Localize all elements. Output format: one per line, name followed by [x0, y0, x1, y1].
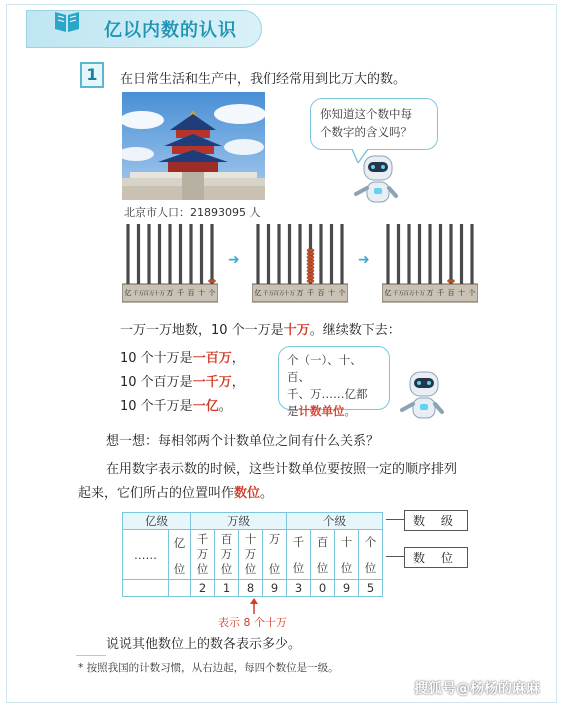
- digit-empty: [169, 580, 191, 597]
- place-char: 位: [220, 562, 233, 576]
- abacus-place-label: 十万: [153, 291, 166, 297]
- abacus-place-label: 万: [166, 289, 174, 297]
- open-book-icon: [52, 6, 82, 36]
- abacus-rod: [210, 224, 213, 284]
- abacus-place-label: 亿: [124, 289, 132, 297]
- paragraph-highlight: 数位: [234, 486, 261, 501]
- abacus-rod: [267, 224, 270, 284]
- abacus-rod: [439, 224, 442, 284]
- abacus-rod: [137, 224, 140, 284]
- digit-cell: 1: [215, 580, 239, 597]
- unit-line-2: [120, 371, 245, 390]
- paragraph-line: [78, 482, 273, 501]
- abacus-place-label: 千万: [262, 291, 275, 297]
- abacus-bead: [307, 255, 314, 259]
- abacus-bead: [307, 269, 314, 273]
- abacus-rod: [256, 224, 259, 284]
- count-line-text: 一万一万地数，10 个一万是: [120, 323, 284, 338]
- paragraph-line: 在用数字表示数的时候，这些计数单位要按照一定的顺序排列: [106, 462, 458, 477]
- digit-cell: 9: [263, 580, 287, 597]
- abacus-rod: [460, 224, 463, 284]
- unit-line-1: [120, 347, 245, 366]
- abacus-place-label: 千: [307, 289, 314, 297]
- unit-line-highlight: 一千万: [192, 375, 232, 390]
- abacus-place-label: 亿: [254, 289, 262, 297]
- abacus-rod: [340, 224, 343, 284]
- abacus-place-label: 百: [187, 289, 195, 297]
- place-char: 位: [316, 560, 329, 575]
- abacus-bead: [307, 252, 314, 256]
- place-wan: [263, 530, 287, 580]
- unit-line-3: [120, 395, 232, 414]
- place-char: 位: [340, 560, 353, 575]
- footnote: * 按照我国的计数习惯，从右边起，每四个数位是一级。: [78, 662, 339, 674]
- abacus-place-label: 百万: [273, 291, 285, 297]
- digit-cell: 0: [311, 580, 335, 597]
- speech-bubble: [310, 98, 438, 150]
- bubble-punct: 。: [344, 404, 356, 418]
- abacus-place-label: 个: [468, 289, 476, 297]
- level-tag: 数 级: [404, 510, 468, 531]
- bubble-line: 千、万……亿都: [287, 387, 368, 401]
- place-char: 万: [196, 547, 209, 561]
- place-bai: [311, 530, 335, 580]
- digit-annotation: 表示 8 个十万: [218, 616, 287, 629]
- closing-prompt: 说说其他数位上的数各表示多少。: [106, 637, 302, 652]
- level-wan: 万级: [191, 513, 287, 530]
- abacus-place-label: 十: [198, 289, 205, 297]
- abacus-bead: [307, 276, 314, 280]
- bubble-line: [287, 403, 381, 420]
- watermark: 搜狐号@杨杨的麻麻: [414, 681, 540, 697]
- abacus-place-label: 十: [328, 289, 335, 297]
- bubble-line: 个数字的含义吗？: [320, 125, 412, 139]
- abacus-rod: [277, 224, 280, 284]
- abacus-rod: [126, 224, 129, 284]
- abacus-rod: [418, 224, 421, 284]
- abacus-rod: [200, 224, 203, 284]
- unit-line-punct: ，: [231, 375, 245, 390]
- abacus-bead: [307, 259, 314, 263]
- level-row: [123, 513, 383, 530]
- abacus-place-label: 十: [458, 289, 465, 297]
- abacus-frame-3: [382, 224, 478, 306]
- place-char: 千: [196, 532, 209, 546]
- abacus-place-label: 万: [296, 289, 304, 297]
- abacus-rod: [449, 224, 452, 284]
- abacus-rod: [168, 224, 171, 284]
- abacus-place-label: 百: [317, 289, 325, 297]
- abacus-rod: [147, 224, 150, 284]
- unit-line-text: 10 个十万是: [120, 351, 193, 366]
- think-prompt: 想一想：每相邻两个计数单位之间有什么关系？: [106, 434, 380, 449]
- abacus-bead: [307, 266, 314, 270]
- abacus-rod: [397, 224, 400, 284]
- abacus-rod: [158, 224, 161, 284]
- arrow-right-icon: ➜: [358, 252, 370, 268]
- place-char: 位: [268, 562, 281, 576]
- place-connector: [386, 556, 404, 557]
- unit-line-punct: ，: [231, 351, 245, 366]
- digit-row: [123, 580, 383, 597]
- abacus-place-label: 亿: [384, 289, 392, 297]
- abacus-place-label: 十万: [413, 291, 426, 297]
- bubble-line: 你知道这个数中每: [320, 107, 412, 121]
- section-title: 亿以内数的认识: [104, 20, 237, 41]
- abacus-place-label: 百万: [143, 291, 155, 297]
- abacus-bead: [307, 262, 314, 266]
- abacus-rod: [179, 224, 182, 284]
- abacus-rod: [288, 224, 291, 284]
- digit-empty: [123, 580, 169, 597]
- abacus-frame-1: [122, 224, 218, 306]
- place-char: 位: [173, 562, 186, 576]
- place-char: 千: [292, 534, 305, 549]
- place-char: 位: [364, 560, 377, 575]
- place-char: 万: [268, 532, 281, 546]
- abacus-rod: [428, 224, 431, 284]
- place-char: 位: [292, 560, 305, 575]
- abacus-rod: [319, 224, 322, 284]
- place-qianwan: [191, 530, 215, 580]
- digit-cell: 3: [287, 580, 311, 597]
- unit-line-highlight: 一亿: [192, 399, 219, 414]
- place-value-table: [122, 512, 383, 597]
- photo-caption: 北京市人口：21893095 人: [124, 206, 261, 219]
- bubble-text: 是: [287, 404, 299, 418]
- place-ge: [359, 530, 383, 580]
- count-line: [120, 319, 401, 338]
- digit-cell: 9: [335, 580, 359, 597]
- abacus-place-label: 百万: [403, 291, 415, 297]
- unit-line-highlight: 一百万: [192, 351, 232, 366]
- paragraph-punct: 。: [260, 486, 274, 501]
- place-qian: [287, 530, 311, 580]
- digit-cell: 2: [191, 580, 215, 597]
- abacus-bead: [307, 249, 314, 253]
- intro-text: 在日常生活和生产中，我们经常用到比万大的数。: [120, 72, 407, 87]
- abacus-bead: [307, 279, 314, 283]
- level-connector: [386, 519, 404, 520]
- place-char: 百: [316, 534, 329, 549]
- speech-bubble-units: [278, 346, 390, 418]
- place-char: 位: [196, 562, 209, 576]
- place-baiwan: [215, 530, 239, 580]
- unit-line-text: 10 个千万是: [120, 399, 193, 414]
- count-line-text-end: 。继续数下去：: [309, 323, 401, 338]
- unit-line-text: 10 个百万是: [120, 375, 193, 390]
- place-ellipsis: ……: [123, 530, 169, 580]
- temple-photo: [122, 92, 265, 200]
- abacus-place-label: 千万: [392, 291, 405, 297]
- abacus-rod: [386, 224, 389, 284]
- abacus-bead: [447, 279, 454, 283]
- place-char: 十: [340, 534, 353, 549]
- abacus-rod: [330, 224, 333, 284]
- abacus-bead: [208, 279, 215, 283]
- digit-cell: 5: [359, 580, 383, 597]
- place-char: 万: [244, 547, 257, 561]
- unit-line-punct: 。: [218, 399, 232, 414]
- abacus-place-label: 个: [338, 289, 346, 297]
- bubble-line: 个（一）、十、百、: [287, 353, 362, 384]
- abacus-bead: [307, 272, 314, 276]
- place-char: 位: [244, 562, 257, 576]
- level-yi: 亿级: [123, 513, 191, 530]
- arrow-right-icon: ➜: [228, 252, 240, 268]
- place-shi: [335, 530, 359, 580]
- abacus-rod: [189, 224, 192, 284]
- place-yi: [169, 530, 191, 580]
- arrow-up-icon: [248, 598, 260, 614]
- digit-cell: 8: [239, 580, 263, 597]
- place-char: 万: [220, 547, 233, 561]
- bubble-highlight: 计数单位: [298, 404, 345, 418]
- robot-icon: [398, 368, 448, 426]
- level-ge: 个级: [287, 513, 383, 530]
- place-char: 个: [364, 534, 377, 549]
- abacus-frame-2: [252, 224, 348, 306]
- place-row: [123, 530, 383, 580]
- robot-icon: [352, 150, 402, 210]
- footnote-divider: [76, 655, 106, 656]
- count-line-highlight: 十万: [283, 323, 310, 338]
- place-char: 亿: [173, 536, 186, 550]
- place-char-blank: [263, 547, 286, 562]
- place-char: 百: [220, 532, 233, 546]
- abacus-rod: [407, 224, 410, 284]
- abacus-place-label: 千: [177, 289, 184, 297]
- abacus-place-label: 十万: [283, 291, 296, 297]
- place-tag: 数 位: [404, 547, 468, 568]
- abacus-place-label: 千: [437, 289, 444, 297]
- abacus-rod: [470, 224, 473, 284]
- abacus-place-label: 个: [208, 289, 216, 297]
- abacus-place-label: 百: [447, 289, 455, 297]
- abacus-rod: [298, 224, 301, 284]
- paragraph-text: 起来，它们所占的位置叫作: [78, 486, 235, 501]
- abacus-place-label: 万: [426, 289, 434, 297]
- place-shiwan: [239, 530, 263, 580]
- example-number: 1: [80, 62, 104, 88]
- place-char: 十: [244, 532, 257, 546]
- abacus-place-label: 千万: [132, 291, 145, 297]
